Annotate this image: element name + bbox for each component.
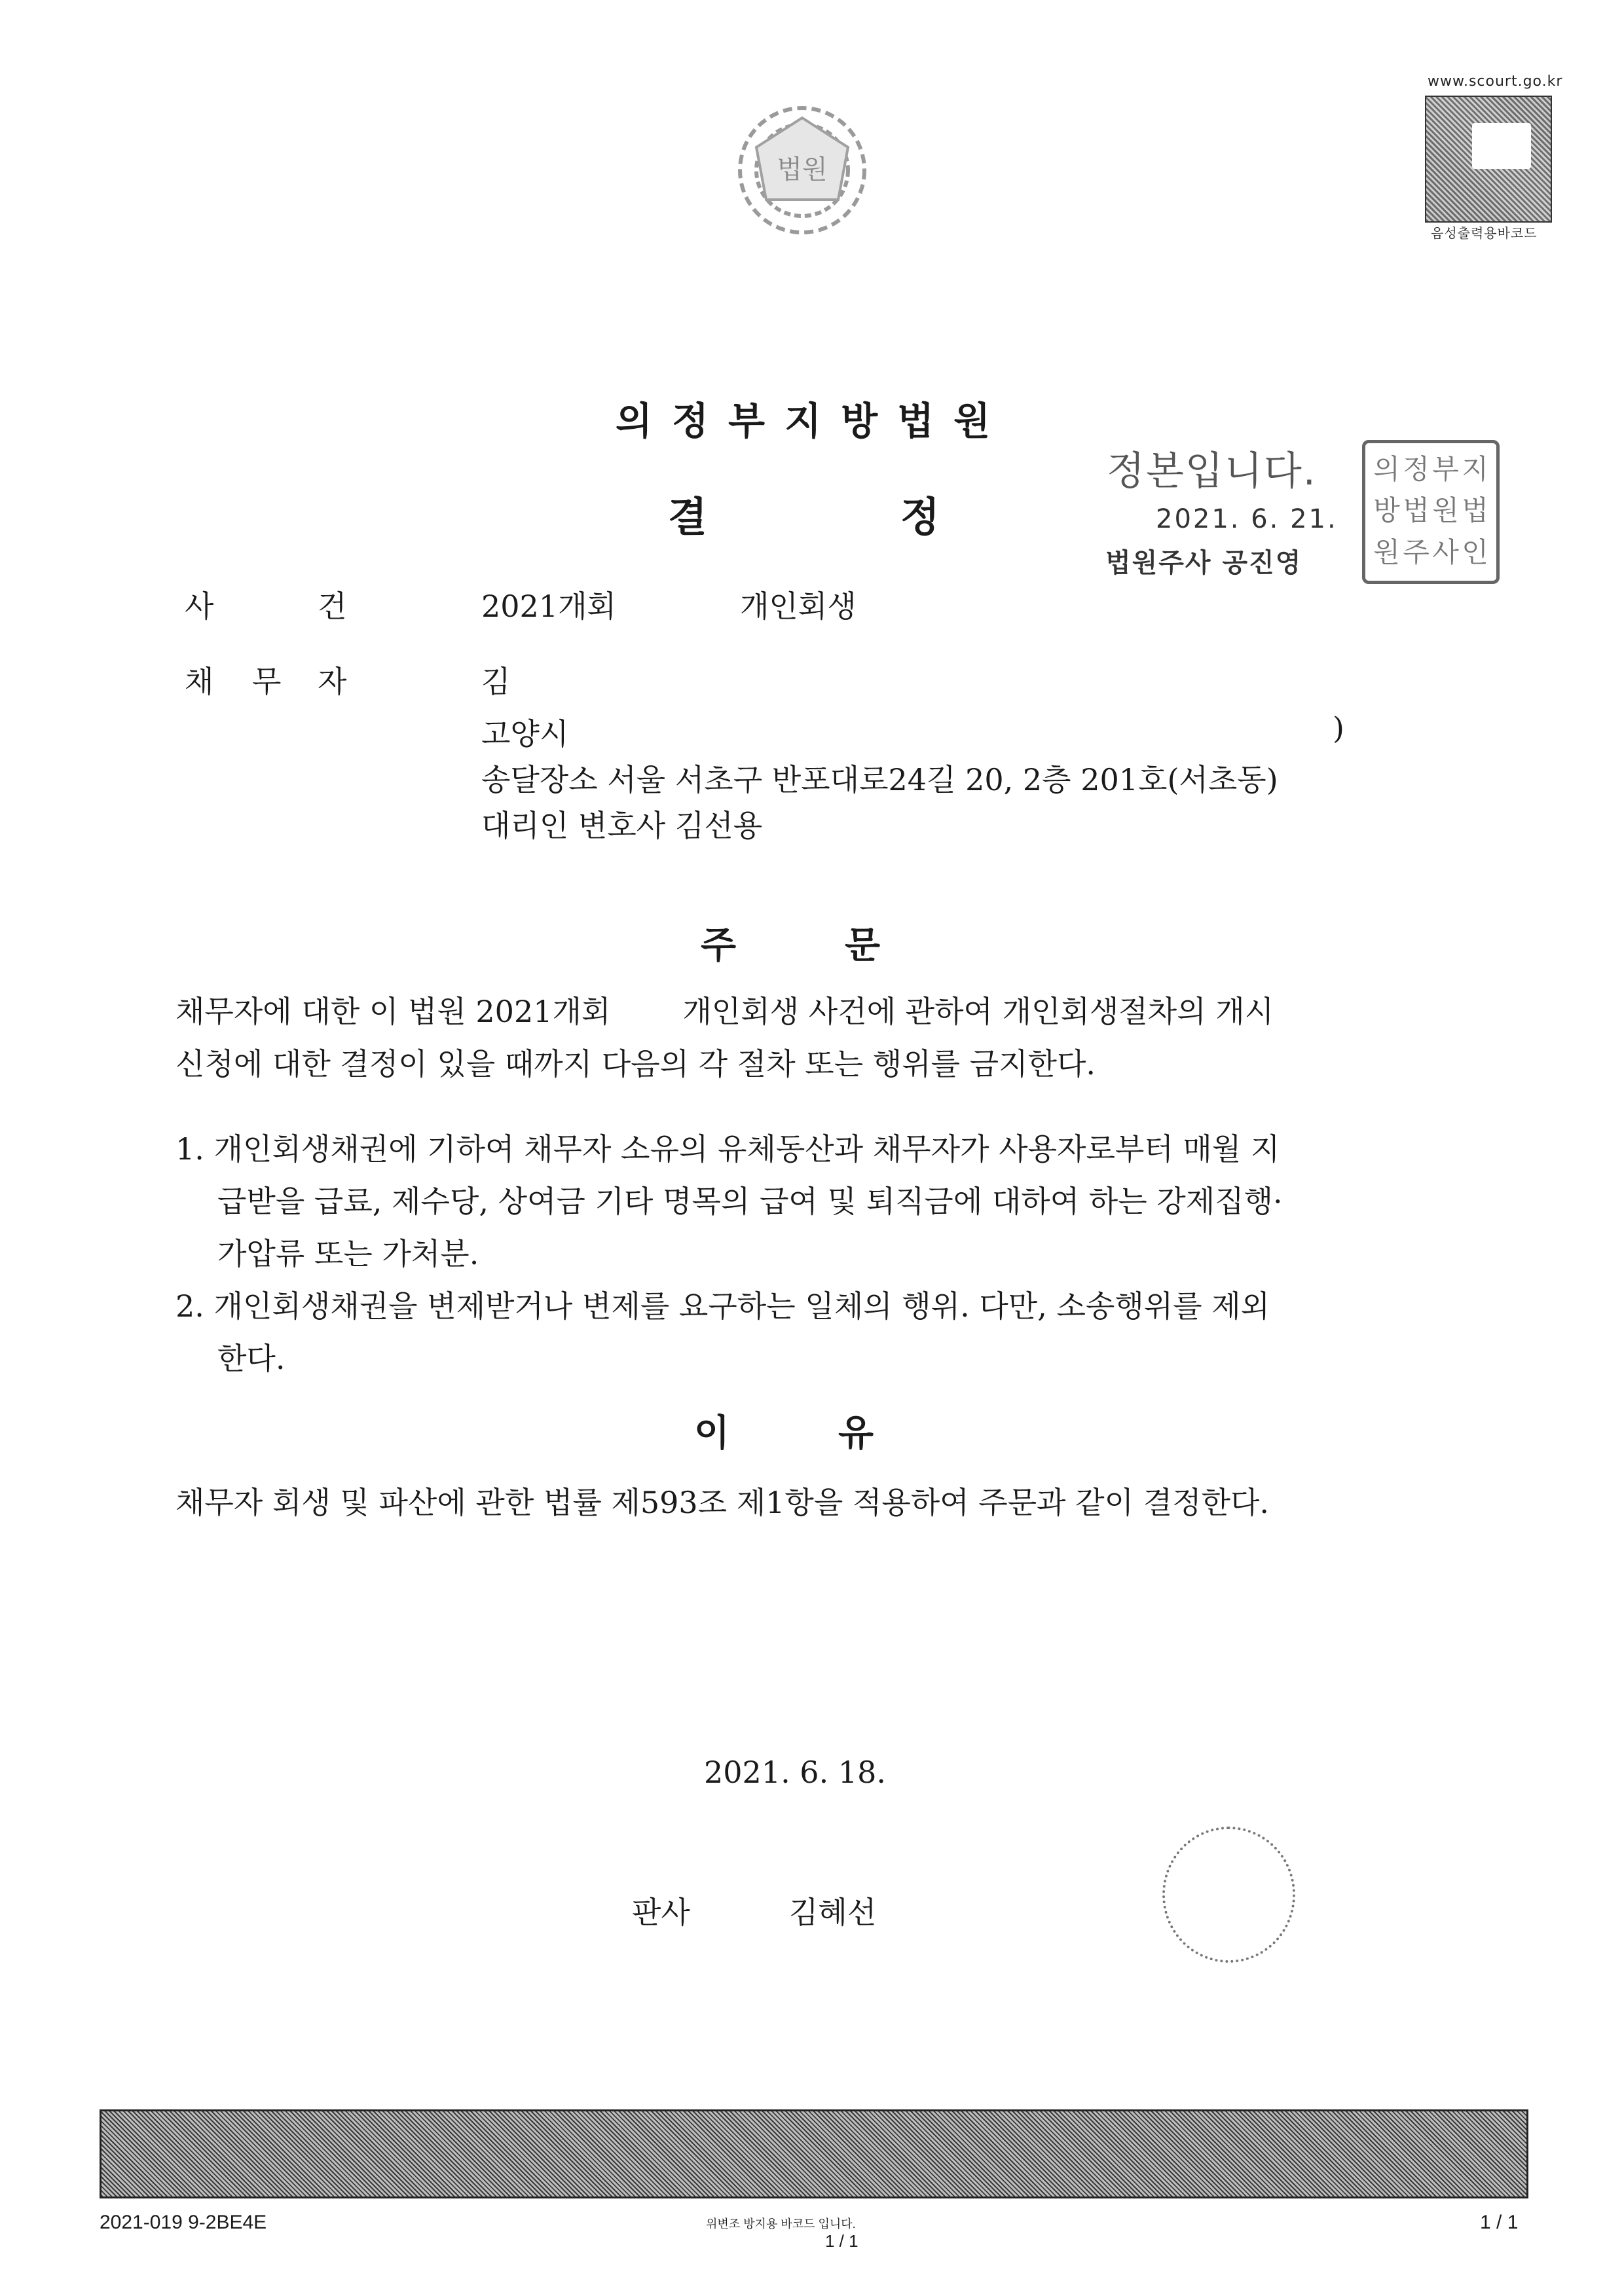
order-item-1-line: 급받을 급료, 제수당, 상여금 기타 명목의 급여 및 퇴직금에 대하여 하는 강제집행· [217,1184,1283,1219]
seal-char: 원 [1432,494,1459,527]
case-number: 2021개회 [481,589,616,624]
order-item-1 [175,1123,1452,1280]
case-label-char: 사 [185,589,214,624]
legal-agent: 대리인 변호사 김선용 [481,808,763,843]
document-code: 2021-019 9-2BE4E [100,2212,267,2233]
court-emblem [724,92,881,249]
seal-char: 지 [1462,453,1488,485]
reason-heading-char: 이 [694,1412,730,1455]
judge-title: 판사 [632,1895,690,1930]
voice-barcode-label: 음성출력용바코드 [1431,225,1538,241]
debtor-address: 고양시 [481,716,569,752]
case-label-char: 건 [318,589,347,624]
order-item-2 [175,1280,1452,1385]
order-item-2-line: 한다. [217,1341,286,1376]
order-line-2: 신청에 대한 결정이 있을 때까지 다음의 각 절차 또는 행위를 금지한다. [175,1046,1096,1082]
seal-char: 정 [1403,453,1430,485]
page-number-center: 1 / 1 [825,2231,858,2251]
order-item-1-line: 가압류 또는 가처분. [217,1236,479,1271]
seal-char: 부 [1432,453,1459,485]
anti-forgery-barcode [100,2109,1528,2198]
debtor-label-char: 자 [318,664,347,699]
doc-title-char-2: 정 [900,493,940,541]
seal-char: 법 [1403,494,1430,527]
order-item-2-line: 2. 개인회생채권을 변제받거나 변제를 요구하는 일체의 행위. 다만, 소송행위를 제외 [175,1288,1270,1324]
case-type: 개인회생 [740,589,857,624]
page-number-right: 1 / 1 [1480,2212,1519,2233]
order-paragraph [175,985,1452,1090]
order-heading-char: 문 [845,924,881,967]
decision-date: 2021. 6. 18. [704,1755,886,1790]
debtor-label-char: 무 [252,664,282,699]
barcode-caption: 위변조 방지용 바코드 입니다. [706,2217,856,2231]
reason-paragraph: 채무자 회생 및 파산에 관한 법률 제593조 제1항을 적용하여 주문과 같이 결정한다. [175,1485,1270,1520]
debtor-label-char: 채 [185,664,214,699]
reason-heading-char: 유 [838,1412,874,1455]
seal-char: 주 [1403,536,1430,568]
court-name: 의정부지방법원 [616,399,1010,443]
doc-title-char-1: 결 [668,493,707,541]
seal-char: 인 [1462,536,1488,568]
certified-copy-text: 정본입니다. [1107,448,1317,494]
order-item-1-line: 1. 개인회생채권에 기하여 채무자 소유의 유체동산과 채무자가 사용자로부터 매월 지 [175,1131,1280,1167]
seal-char: 방 [1373,494,1400,527]
emblem-label: 법원 [777,155,828,185]
court-url: www.scourt.go.kr [1428,73,1563,90]
seal-char: 의 [1373,453,1400,485]
judge-seal [1162,1827,1295,1963]
order-line-1b: 개인회생 사건에 관하여 개인회생절차의 개시 [682,994,1274,1029]
voice-barcode [1425,96,1552,223]
officer-seal [1362,440,1500,584]
order-line-1a: 채무자에 대한 이 법원 2021개회 [175,994,611,1029]
order-heading-char: 주 [701,924,737,967]
debtor-address-close: ) [1333,710,1344,746]
seal-char: 원 [1373,536,1400,568]
seal-char: 사 [1432,536,1459,568]
certifying-officer: 법원주사 공진영 [1105,548,1302,578]
service-address: 송달장소 서울 서초구 반포대로24길 20, 2층 201호(서초동) [481,762,1278,797]
debtor-name: 김 [481,664,511,699]
judge-name: 김혜선 [789,1895,877,1930]
seal-char: 법 [1462,494,1488,527]
certified-copy-date: 2021. 6. 21. [1156,504,1338,534]
